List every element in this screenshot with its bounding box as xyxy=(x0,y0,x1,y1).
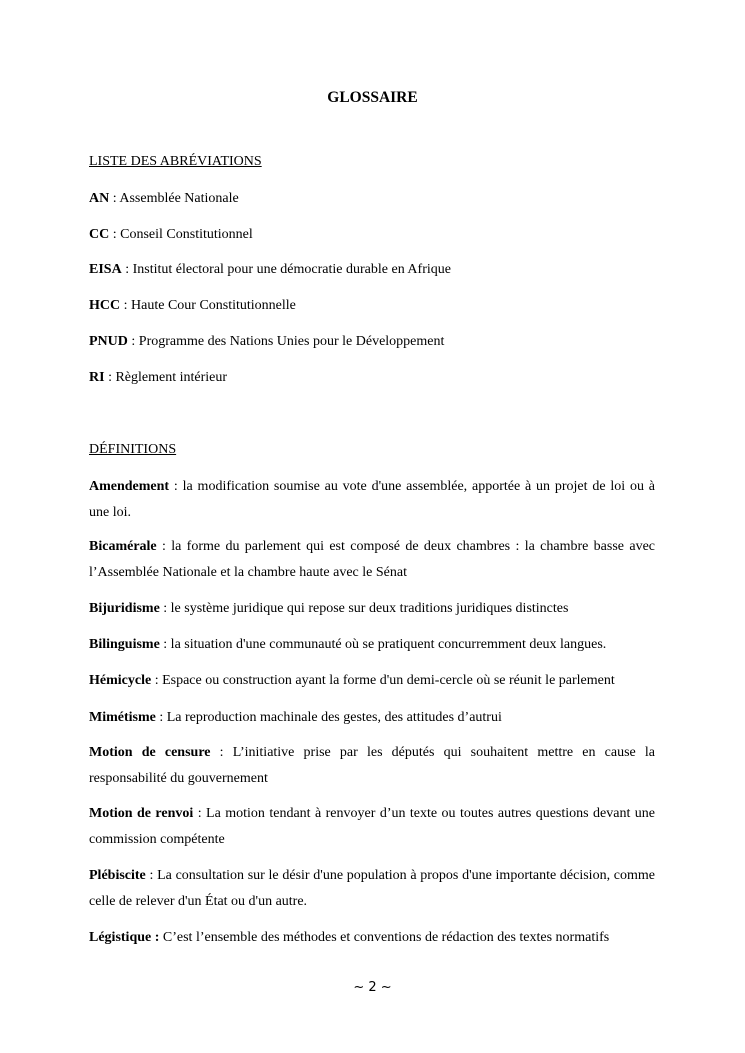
definition-text: C’est l’ensemble des méthodes et conventions de rédaction des textes normatifs xyxy=(159,930,610,945)
definition-item xyxy=(89,534,655,586)
definition-item xyxy=(89,596,655,622)
definition-term: Bilinguisme xyxy=(89,637,160,652)
abbreviation-term: RI xyxy=(89,370,105,385)
definition-item xyxy=(89,474,655,526)
abbreviations-heading: LISTE DES ABRÉVIATIONS xyxy=(89,154,262,169)
definition-term: Légistique : xyxy=(89,930,160,945)
abbreviation-item xyxy=(89,191,239,207)
abbreviation-definition: : Conseil Constitutionnel xyxy=(109,227,253,242)
definitions-heading: DÉFINITIONS xyxy=(89,442,177,457)
definition-text: : le système juridique qui repose sur deux traditions juridiques distinctes xyxy=(159,601,569,616)
abbreviation-term: HCC xyxy=(89,298,121,313)
definition-text: : Espace ou construction ayant la forme d'un demi-cercle où se réunit le parlement xyxy=(151,673,615,688)
abbreviation-term: CC xyxy=(89,227,110,242)
definition-text: : L’initiative prise par les députés qui souhaitent mettre en cause la responsabilité du gouvernement xyxy=(89,745,655,786)
page-title: GLOSSAIRE xyxy=(327,89,418,106)
definition-item xyxy=(89,925,655,951)
definition-text: : la modification soumise au vote d'une assemblée, apportée à un projet de loi ou à une loi. xyxy=(89,479,655,520)
abbreviation-item xyxy=(89,334,444,350)
abbreviation-term: PNUD xyxy=(89,334,128,349)
definition-item xyxy=(89,801,655,853)
definition-term: Plébiscite xyxy=(89,868,146,883)
definition-item xyxy=(89,705,655,731)
abbreviation-term: EISA xyxy=(89,262,122,277)
definition-item xyxy=(89,668,655,694)
definition-term: Bijuridisme xyxy=(89,601,160,616)
abbreviation-definition: : Haute Cour Constitutionnelle xyxy=(120,298,296,313)
definition-term: Amendement xyxy=(89,479,170,494)
definition-text: : la forme du parlement qui est composé de deux chambres : la chambre basse avec l’Assemblée Nationale et la chambre haute avec le Sénat xyxy=(89,539,655,580)
definition-item xyxy=(89,632,655,658)
definition-text: : La consultation sur le désir d'une population à propos d'une importante décision, comme celle de relever d'un État ou d'un autre. xyxy=(89,868,655,909)
definition-term: Motion de censure xyxy=(89,745,211,760)
abbreviation-definition: : Assemblée Nationale xyxy=(109,191,239,206)
abbreviation-definition: : Institut électoral pour une démocratie durable en Afrique xyxy=(121,262,451,277)
abbreviation-definition: : Règlement intérieur xyxy=(104,370,228,385)
definition-text: : la situation d'une communauté où se pratiquent concurremment deux langues. xyxy=(159,637,607,652)
definition-term: Bicamérale xyxy=(89,539,157,554)
definition-term: Motion de renvoi xyxy=(89,806,194,821)
definition-text: : La motion tendant à renvoyer d’un texte ou toutes autres questions devant une commission compétente xyxy=(89,806,656,847)
abbreviation-term: AN xyxy=(89,191,110,206)
abbreviation-item xyxy=(89,262,451,278)
definition-term: Mimétisme xyxy=(89,710,156,725)
definition-term: Hémicycle xyxy=(89,673,152,688)
abbreviation-item xyxy=(89,227,253,243)
definition-text: : La reproduction machinale des gestes, des attitudes d’autrui xyxy=(155,710,502,725)
abbreviation-item xyxy=(89,370,227,386)
definition-item xyxy=(89,863,655,915)
abbreviation-item xyxy=(89,298,296,314)
page-number: ~ 2 ~ xyxy=(353,980,392,995)
definition-item xyxy=(89,740,655,792)
abbreviation-definition: : Programme des Nations Unies pour le Développement xyxy=(127,334,445,349)
